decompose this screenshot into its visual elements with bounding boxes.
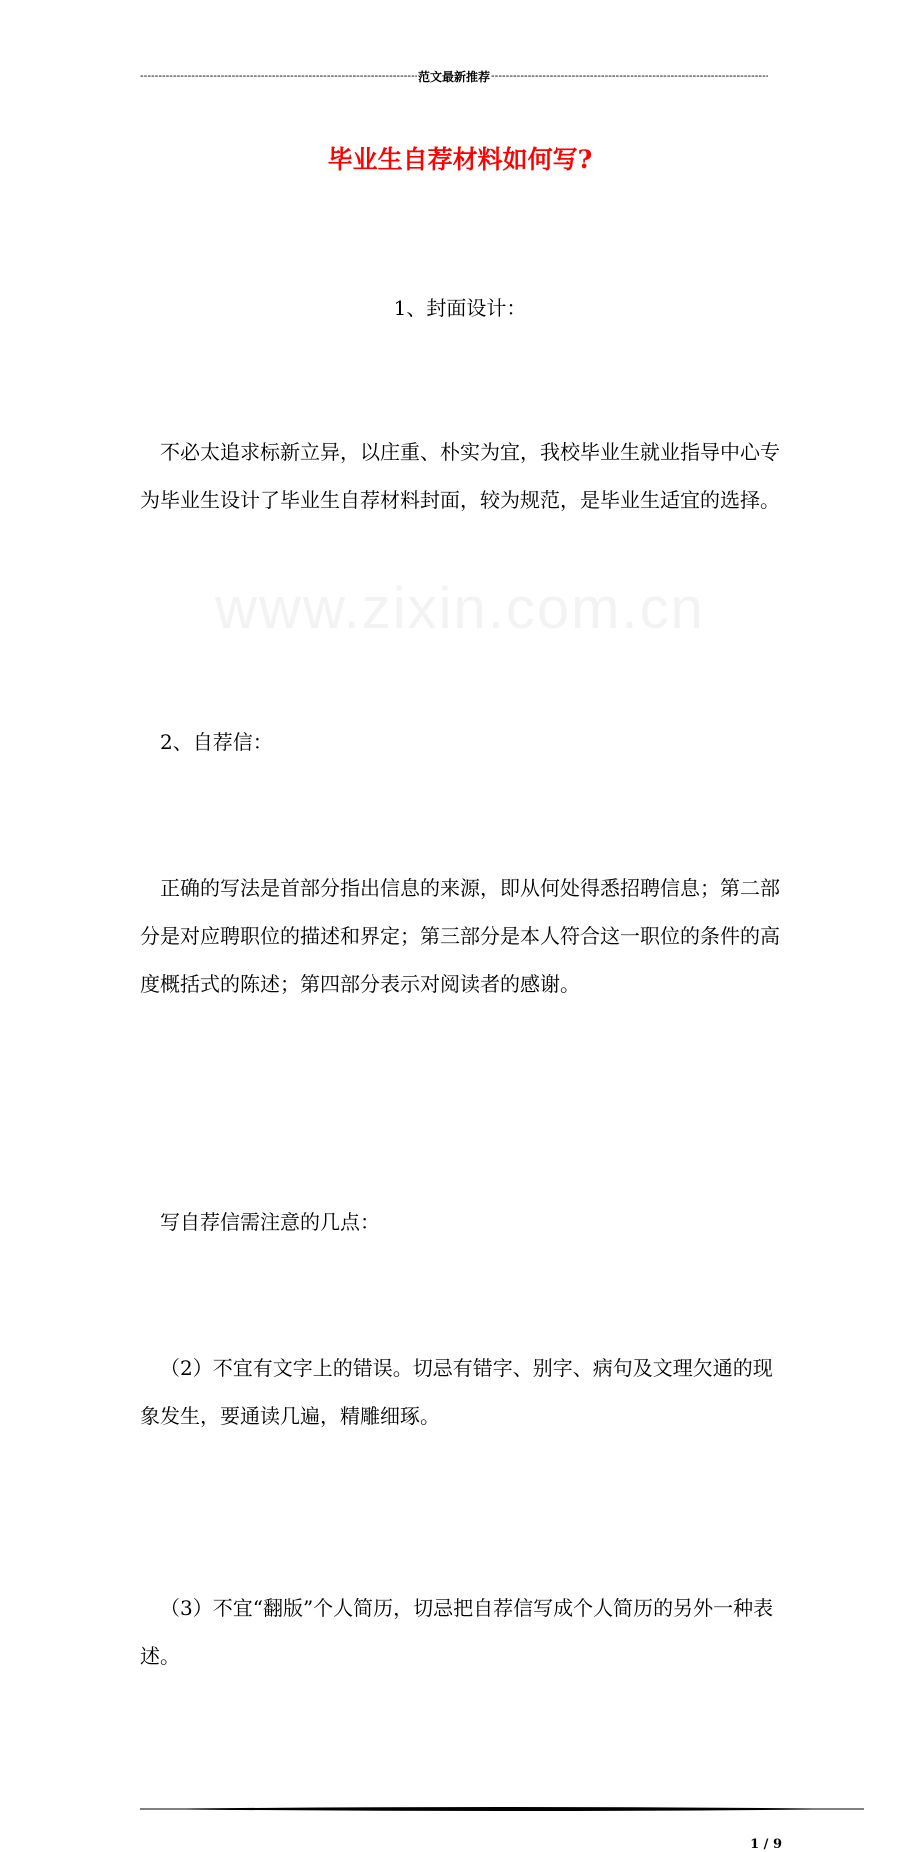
document-title: 毕业生自荐材料如何写?: [327, 145, 593, 174]
paragraph-letter-structure: 正确的写法是首部分指出信息的来源，即从何处得悉招聘信息；第二部分是对应聘职位的描述和界定；第三部分是本人符合这一职位的条件的高度概括式的陈述；第四部分表示对阅读者的感谢。: [140, 876, 780, 996]
paragraph-cover-design: 不必太追求标新立异，以庄重、朴实为宜，我校毕业生就业指导中心专为毕业生设计了毕业生自荐材料封面，较为规范，是毕业生适宜的选择。: [140, 440, 780, 512]
header-dash-left: [140, 70, 417, 82]
section-heading-letter: 2、自荐信：: [160, 730, 273, 754]
header-label: 范文最新推荐: [418, 69, 491, 84]
section-heading-cover: 1、封面设计：: [393, 296, 527, 320]
page-number: 1 / 9: [750, 1837, 782, 1852]
paragraph-notes-intro: 写自荐信需注意的几点：: [160, 1210, 380, 1234]
watermark: www.zixin.com.cn: [215, 576, 705, 641]
paragraph-note-2: （2）不宜有文字上的错误。切忌有错字、别字、病句及文理欠通的现象发生，要通读几遍，精雕细琢。: [140, 1356, 773, 1428]
header-dash-right: [491, 70, 768, 82]
page-header: [140, 68, 768, 84]
footer-rule: [140, 1805, 864, 1813]
paragraph-note-3: （3）不宜“翻版”个人简历，切忌把自荐信写成个人简历的另外一种表述。: [140, 1596, 774, 1668]
